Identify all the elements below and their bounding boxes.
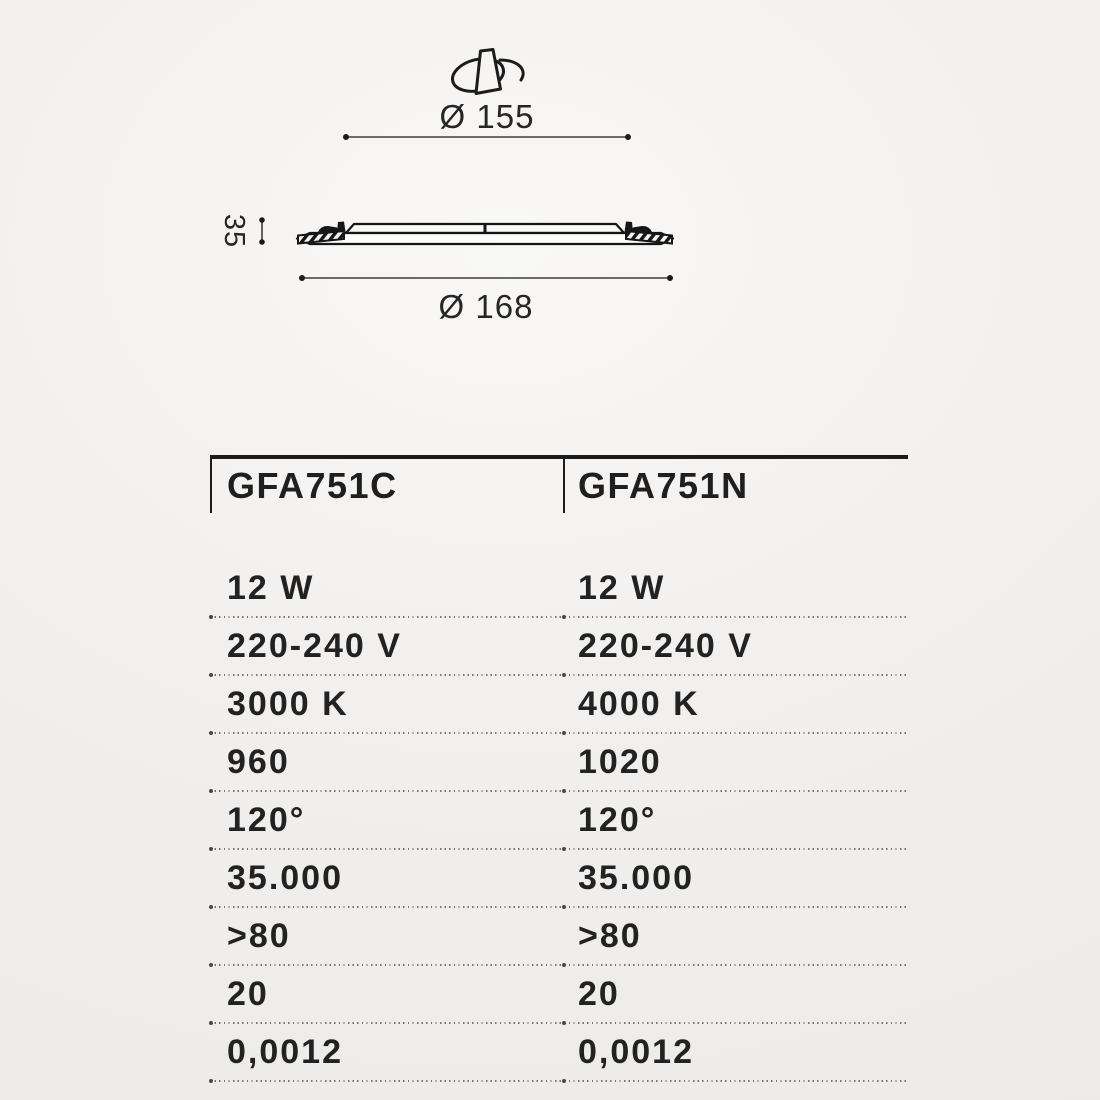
spec-value-cell: 20 (227, 974, 269, 1013)
outer-diameter-label: Ø 168 (438, 288, 534, 325)
spec-value-cell: 0,0012 (227, 1032, 343, 1071)
spec-value-cell: 0,0012 (563, 1023, 908, 1081)
spec-value-cell: 35.000 (563, 849, 908, 907)
spec-table (210, 455, 908, 1081)
spec-value-cell: 3000 K (227, 684, 349, 723)
spec-value-cell: 1020 (563, 733, 908, 791)
table-header-row (210, 459, 908, 513)
spec-value-cell: 220-240 V (227, 626, 402, 665)
model-column-header-1: GFA751C (227, 465, 398, 506)
spec-value-cell: >80 (227, 916, 291, 955)
spec-row (210, 791, 908, 849)
spec-value-cell: 220-240 V (563, 617, 908, 675)
depth-dimension-line (259, 217, 265, 245)
model-column-header-2: GFA751N (578, 465, 749, 506)
panel-side-profile (297, 222, 673, 245)
spec-row (210, 965, 908, 1023)
spec-row (210, 907, 908, 965)
spec-row (210, 849, 908, 907)
spec-value-cell: 35.000 (227, 858, 343, 897)
spec-value-cell: 4000 K (563, 675, 908, 733)
spec-rows (210, 559, 908, 1081)
spec-value-cell: >80 (563, 907, 908, 965)
spec-value-cell: 20 (563, 965, 908, 1023)
recess-depth-value: 35 (218, 213, 251, 249)
spec-value-cell: 120° (227, 800, 306, 839)
cutout-diameter-label: Ø 155 (439, 98, 535, 135)
spec-row (210, 1023, 908, 1081)
recessed-downlight-icon (449, 50, 523, 97)
spec-row (210, 559, 908, 617)
spec-row (210, 617, 908, 675)
spec-row (210, 733, 908, 791)
spec-value-cell: 120° (563, 791, 908, 849)
spec-value-cell: 12 W (563, 559, 908, 617)
spec-value-cell: 960 (227, 742, 290, 781)
spec-value-cell: 12 W (227, 568, 315, 607)
outer-dimension-line (299, 275, 673, 281)
spec-row (210, 675, 908, 733)
